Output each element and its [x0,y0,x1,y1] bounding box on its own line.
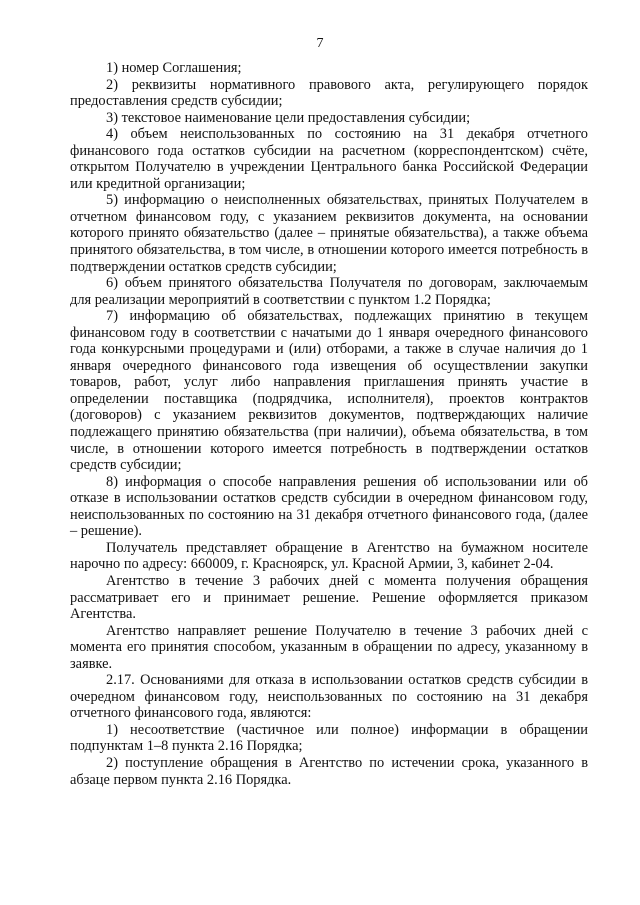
paragraph-refusal-2: 2) поступление обращения в Агентство по истечении срока, указанного в абзаце первом пункта 2.16 Порядка. [70,754,588,788]
paragraph-item-8: 8) информация о способе направления решения об использовании или об отказе в использовании остатков средств субсидии в очередном финансовом году, неиспользованных по состоянию на 31 декабря отчетного финансового года, (далее – решение). [70,473,588,540]
paragraph-decision-delivery: Агентство направляет решение Получателю в течение 3 рабочих дней с момента его принятия способом, указанным в обращении по адресу, указанному в заявке. [70,622,588,672]
paragraph-review: Агентство в течение 3 рабочих дней с момента получения обращения рассматривает его и принимает решение. Решение оформляется приказом Агентства. [70,572,588,623]
paragraph-item-6: 6) объем принятого обязательства Получателя по договорам, заключаемым для реализации мероприятий в соответствии с пунктом 1.2 Порядка; [70,275,588,308]
paragraph-item-1: 1) номер Соглашения; [106,60,242,76]
paragraph-item-3: 3) текстовое наименование цели предоставления субсидии; [106,109,471,126]
document-body [70,60,588,788]
paragraph-item-2: 2) реквизиты нормативного правового акта, регулирующего порядок предоставления средств субсидии; [70,76,588,110]
paragraph-refusal-1: 1) несоответствие (частичное или полное) информации в обращении подпунктам 1–8 пункта 2.16 Порядка; [70,721,588,755]
paragraph-submission: Получатель представляет обращение в Агентство на бумажном носителе нарочно по адресу: 660009, г. Красноярск, ул. Красной Армии, 3, кабинет 2-04. [70,539,588,573]
page-number: 7 [316,36,324,51]
paragraph-section-2-17: 2.17. Основаниями для отказа в использовании остатков средств субсидии в очередном финансовом году, неиспользованных по состоянию на 31 декабря отчетного финансового года, являются: [70,672,588,722]
paragraph-item-4: 4) объем неиспользованных по состоянию на 31 декабря отчетного финансового года остатков субсидии на расчетном (корреспондентском) счёте, открытом Получателю в учреждении Центрального банка Российской Федерации или кредитной организации; [70,126,588,192]
paragraph-item-7: 7) информацию об обязательствах, подлежащих принятию в текущем финансовом году в соответствии с начатыми до 1 января очередного финансового года конкурсными процедурами и (или) отборами, а также в случае наличия до 1 января очередного финансового года извещения об осуществлении закупки товаров, работ, услуг либо направления приглашения принять участие в определении поставщика (подрядчика, исполнителя), проектов контрактов (договоров) с указанием реквизитов документов, подтверждающих наличие подлежащего принятию обязательства (при наличии), объема обязательства, в том числе, в отношении которого имеется потребность в подтверждении остатков средств субсидии; [70,308,588,474]
paragraph-item-5: 5) информацию о неисполненных обязательствах, принятых Получателем в отчетном финансовом году, с указанием реквизитов документа, на основании которого принято обязательство (далее – принятые обязательства), а также объема принятого обязательства, в том числе, в отношении которого имеется потребность в подтверждении остатков средств субсидии; [70,192,588,275]
